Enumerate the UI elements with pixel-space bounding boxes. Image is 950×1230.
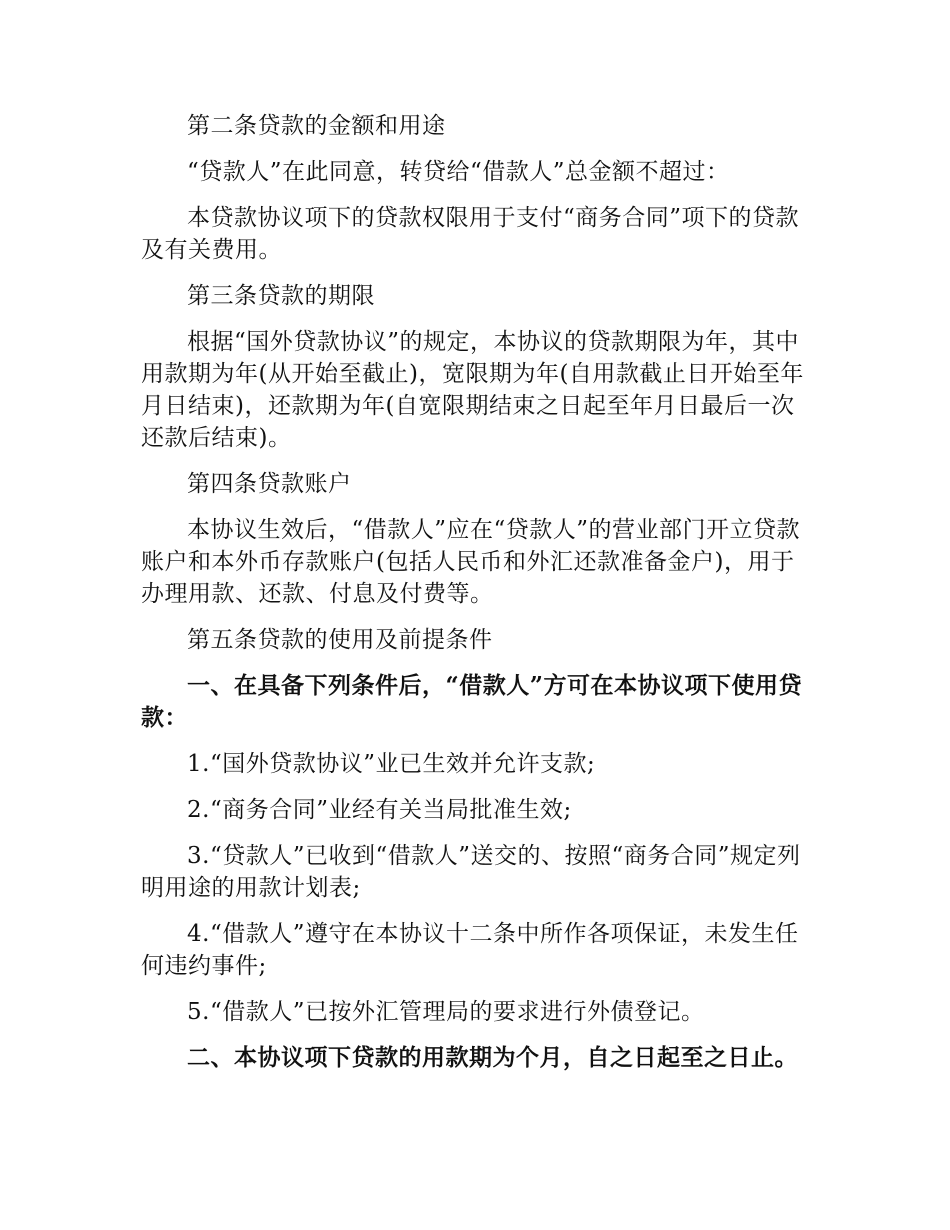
conditions-heading: 一、在具备下列条件后，“借款人”方可在本协议项下使用贷款： [141,672,802,731]
loan-amount-paragraph: “贷款人”在此同意，转贷给“借款人”总金额不超过： [187,159,730,185]
article-2-heading: 第二条贷款的金额和用途 [187,113,446,139]
condition-item: 4.“借款人”遵守在本协议十二条中所作各项保证，未发生任何违约事件; [141,921,799,979]
condition-item: 5.“借款人”已按外汇管理局的要求进行外债登记。 [187,999,705,1025]
condition-item: 3.“贷款人”已收到“借款人”送交的、按照“商务合同”规定列明用途的用款计划表; [141,843,801,901]
loan-purpose-paragraph: 本贷款协议项下的贷款权限用于支付“商务合同”项下的贷款及有关费用。 [141,205,800,263]
article-4-heading: 第四条贷款账户 [187,471,352,497]
article-5-heading: 第五条贷款的使用及前提条件 [187,627,493,653]
drawdown-period-paragraph: 二、本协议项下贷款的用款期为个月，自之日起至之日止。 [187,1044,798,1071]
article-3-heading: 第三条贷款的期限 [187,283,375,309]
loan-account-paragraph: 本协议生效后，“借款人”应在“贷款人”的营业部门开立贷款账户和本外币存款账户(包括人民币和外汇还款准备金户)，用于办理用款、还款、付息及付费等。 [141,517,801,607]
condition-item: 1.“国外贷款协议”业已生效并允许支款; [187,751,596,777]
condition-item: 2.“商务合同”业经有关当局批准生效; [187,797,572,823]
document-body [141,110,811,1088]
loan-term-paragraph: 根据“国外贷款协议”的规定，本协议的贷款期限为年，其中用款期为年(从开始至截止)，宽限期为年(自用款截止日开始至年月日结束)，还款期为年(自宽限期结束之日起至年月日最后一次还款后结束)。 [141,329,804,451]
